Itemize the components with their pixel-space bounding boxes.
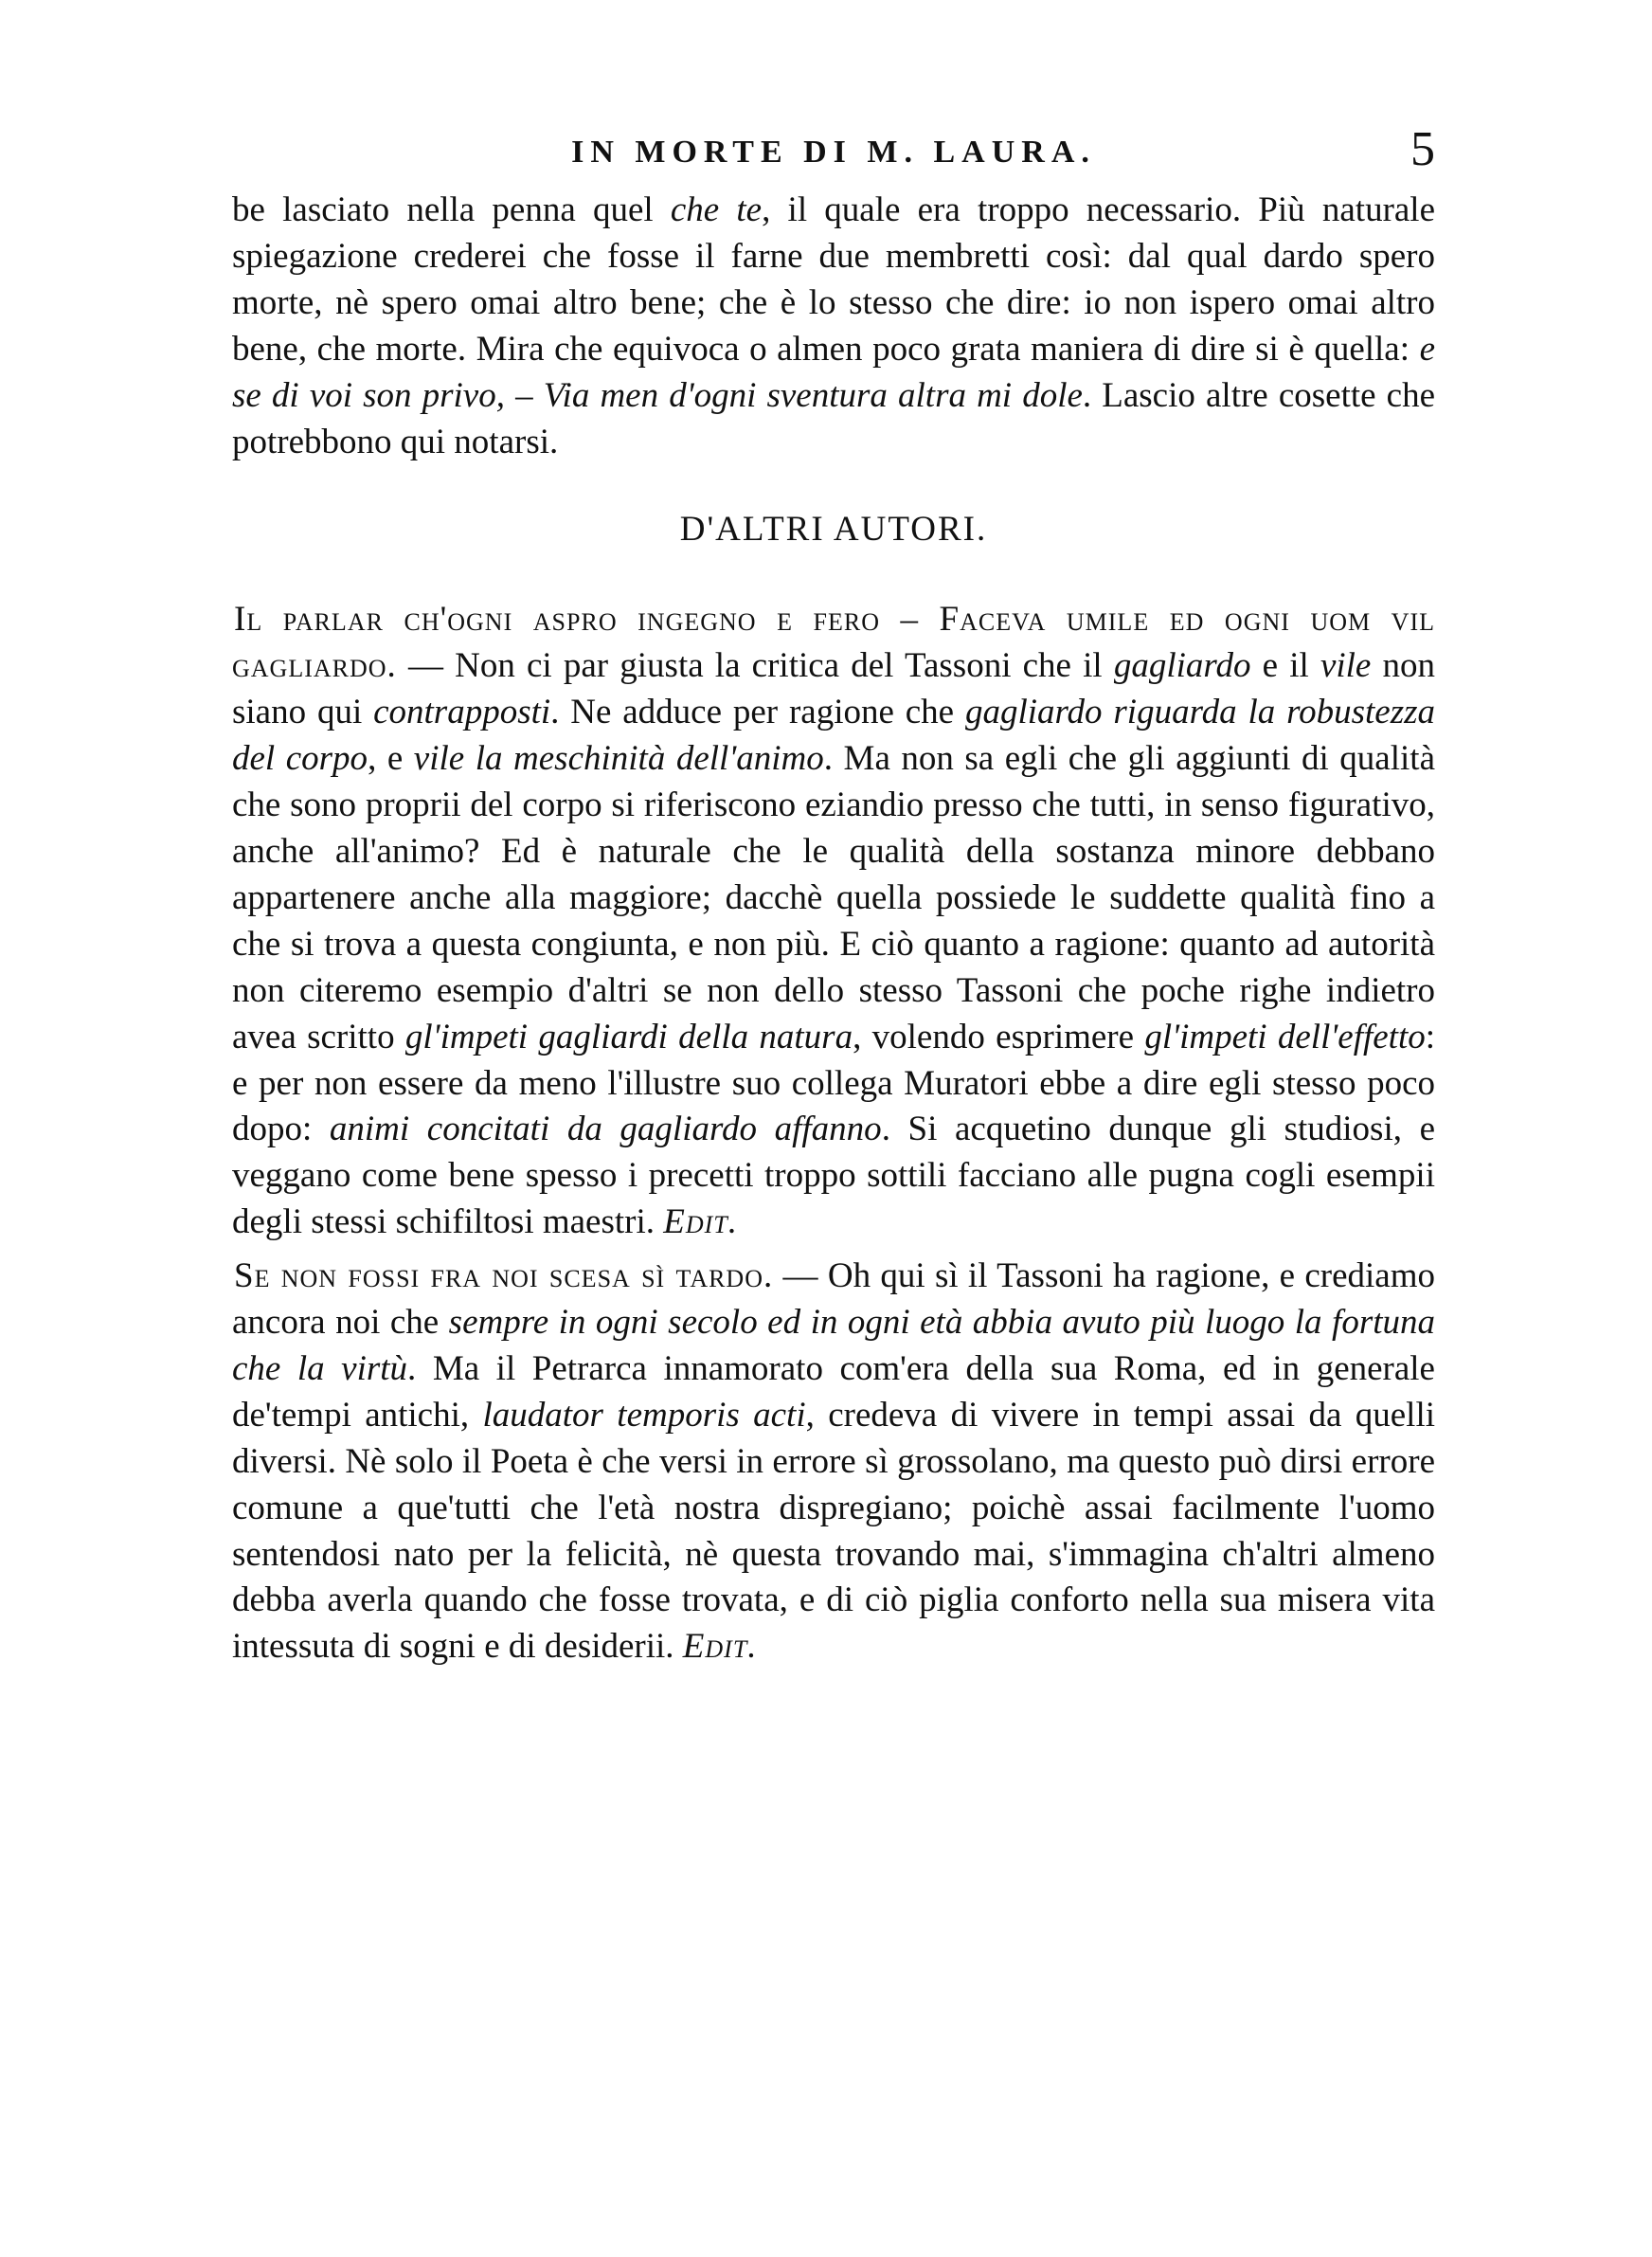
intro-text-3: . Lascio altre cosette che potrebbono qui notarsi. — [232, 375, 1436, 461]
intro-text-1: be lasciato nella penna quel — [232, 190, 671, 229]
running-title: IN MORTE DI M. LAURA. — [571, 135, 1096, 170]
section-title: D'ALTRI AUTORI. — [679, 510, 988, 550]
intro-italic-1: che te — [670, 190, 763, 229]
intro-paragraph — [232, 188, 1435, 465]
note-2-text-2: . Ma il Petrarca innamorato com'era della sua Roma, ed in generale de'tempi antichi, — [232, 1348, 1435, 1435]
note-1-italic-1: gagliardo — [1113, 646, 1251, 686]
note-1-text-6: . Ma non sa egli che gli aggiunti di qualità che sono proprii del corpo si riferiscono eziandio presso che tutti, in senso figurativo, anche all'animo? Ed è naturale che le qualità della sostanza minore debbano appartenere anche alla maggiore; dacchè quella possiede le suddette qualità fino a che si trova a questa congiunta, e non più. E ciò quanto a ragione: quanto ad autorità non citeremo esempio d'altri se non dello stesso Tassoni che poche righe indietro avea scritto — [232, 739, 1435, 1056]
note-1-signature: Edit. — [663, 1202, 739, 1242]
note-2-lemma: Se non fossi fra noi scesa sì tardo. — [234, 1256, 774, 1296]
note-1-italic-8: animi concitati da gagliardo affanno — [329, 1110, 882, 1149]
note-1-italic-7: gl'impeti dell'effetto — [1144, 1017, 1426, 1056]
running-head — [232, 121, 1435, 188]
note-1-text-2: e il — [1250, 646, 1320, 686]
note-1-italic-2: vile — [1320, 646, 1372, 686]
note-1-text-9: . Si acquetino dunque gli studiosi, e veggano come bene spesso i precetti troppo sottili facciano alle pugna cogli esempii degli stessi schifiltosi maestri. — [232, 1110, 1436, 1242]
paragraph-gap — [232, 1246, 1435, 1254]
note-1-italic-6: gl'impeti gagliardi della natura — [404, 1017, 853, 1056]
note-1-text-7: , volendo esprimere — [853, 1017, 1145, 1056]
page-number: 5 — [1410, 122, 1435, 176]
note-2-italic-2: laudator temporis acti — [482, 1395, 806, 1435]
note-1-text-4: . Ne adduce per ragione che — [550, 693, 965, 732]
note-1-italic-5: vile la meschinità dell'animo — [413, 739, 824, 779]
intro-quotation: e se di voi son privo, – Via men d'ogni sventura altra mi dole — [232, 329, 1435, 415]
note-1-text-3: non siano qui — [232, 646, 1436, 732]
note-1-text-8: : e per non essere da meno l'illustre suo collega Muratori ebbe a dire egli stesso poco dopo: — [232, 1017, 1436, 1149]
intro-text-2: , il quale era troppo necessario. Più naturale spiegazione crederei che fosse il farne due membretti così: dal qual dardo spero morte, nè spero omai altro bene; che è lo stesso che dire: io non ispero omai altro bene, che morte. Mira che equivoca o almen poco grata maniera di dire si è quella: — [232, 190, 1436, 369]
note-2-italic-1: sempre in ogni secolo ed in ogni età abbia avuto più luogo la fortuna che la virtù — [232, 1303, 1435, 1388]
note-paragraph-2 — [232, 1254, 1435, 1670]
note-1-italic-4: gagliardo riguarda la robustezza del corpo — [232, 693, 1435, 779]
note-1-text-5: , e — [368, 739, 414, 779]
note-paragraph-1 — [232, 597, 1435, 1246]
note-2-text-3: , credeva di vivere in tempi assai da quelli diversi. Nè solo il Poeta è che versi in errore sì grossolano, ma questo può dirsi errore comune a que'tutti che l'età nostra dispregiano; poichè assai facilmente l'uomo sentendosi nato per la felicità, nè questa trovando mai, s'immagina ch'altri almeno debba averla quando che fosse trovata, e di ciò piglia conforto nella sua misera vita intessuta di sogni e di desiderii. — [232, 1395, 1435, 1667]
note-1-italic-3: contrapposti — [373, 693, 551, 732]
book-page — [232, 121, 1435, 1670]
note-1-text-1: — Non ci par giusta la critica del Tassoni che il — [396, 646, 1114, 686]
note-2-text-1: — Oh qui sì il Tassoni ha ragione, e crediamo ancora noi che — [232, 1256, 1436, 1343]
note-1-lemma: Il parlar ch'ogni aspro ingegno e fero – Faceva umile ed ogni uom vil gagliardo. — [232, 600, 1435, 686]
note-2-signature: Edit. — [682, 1627, 758, 1667]
